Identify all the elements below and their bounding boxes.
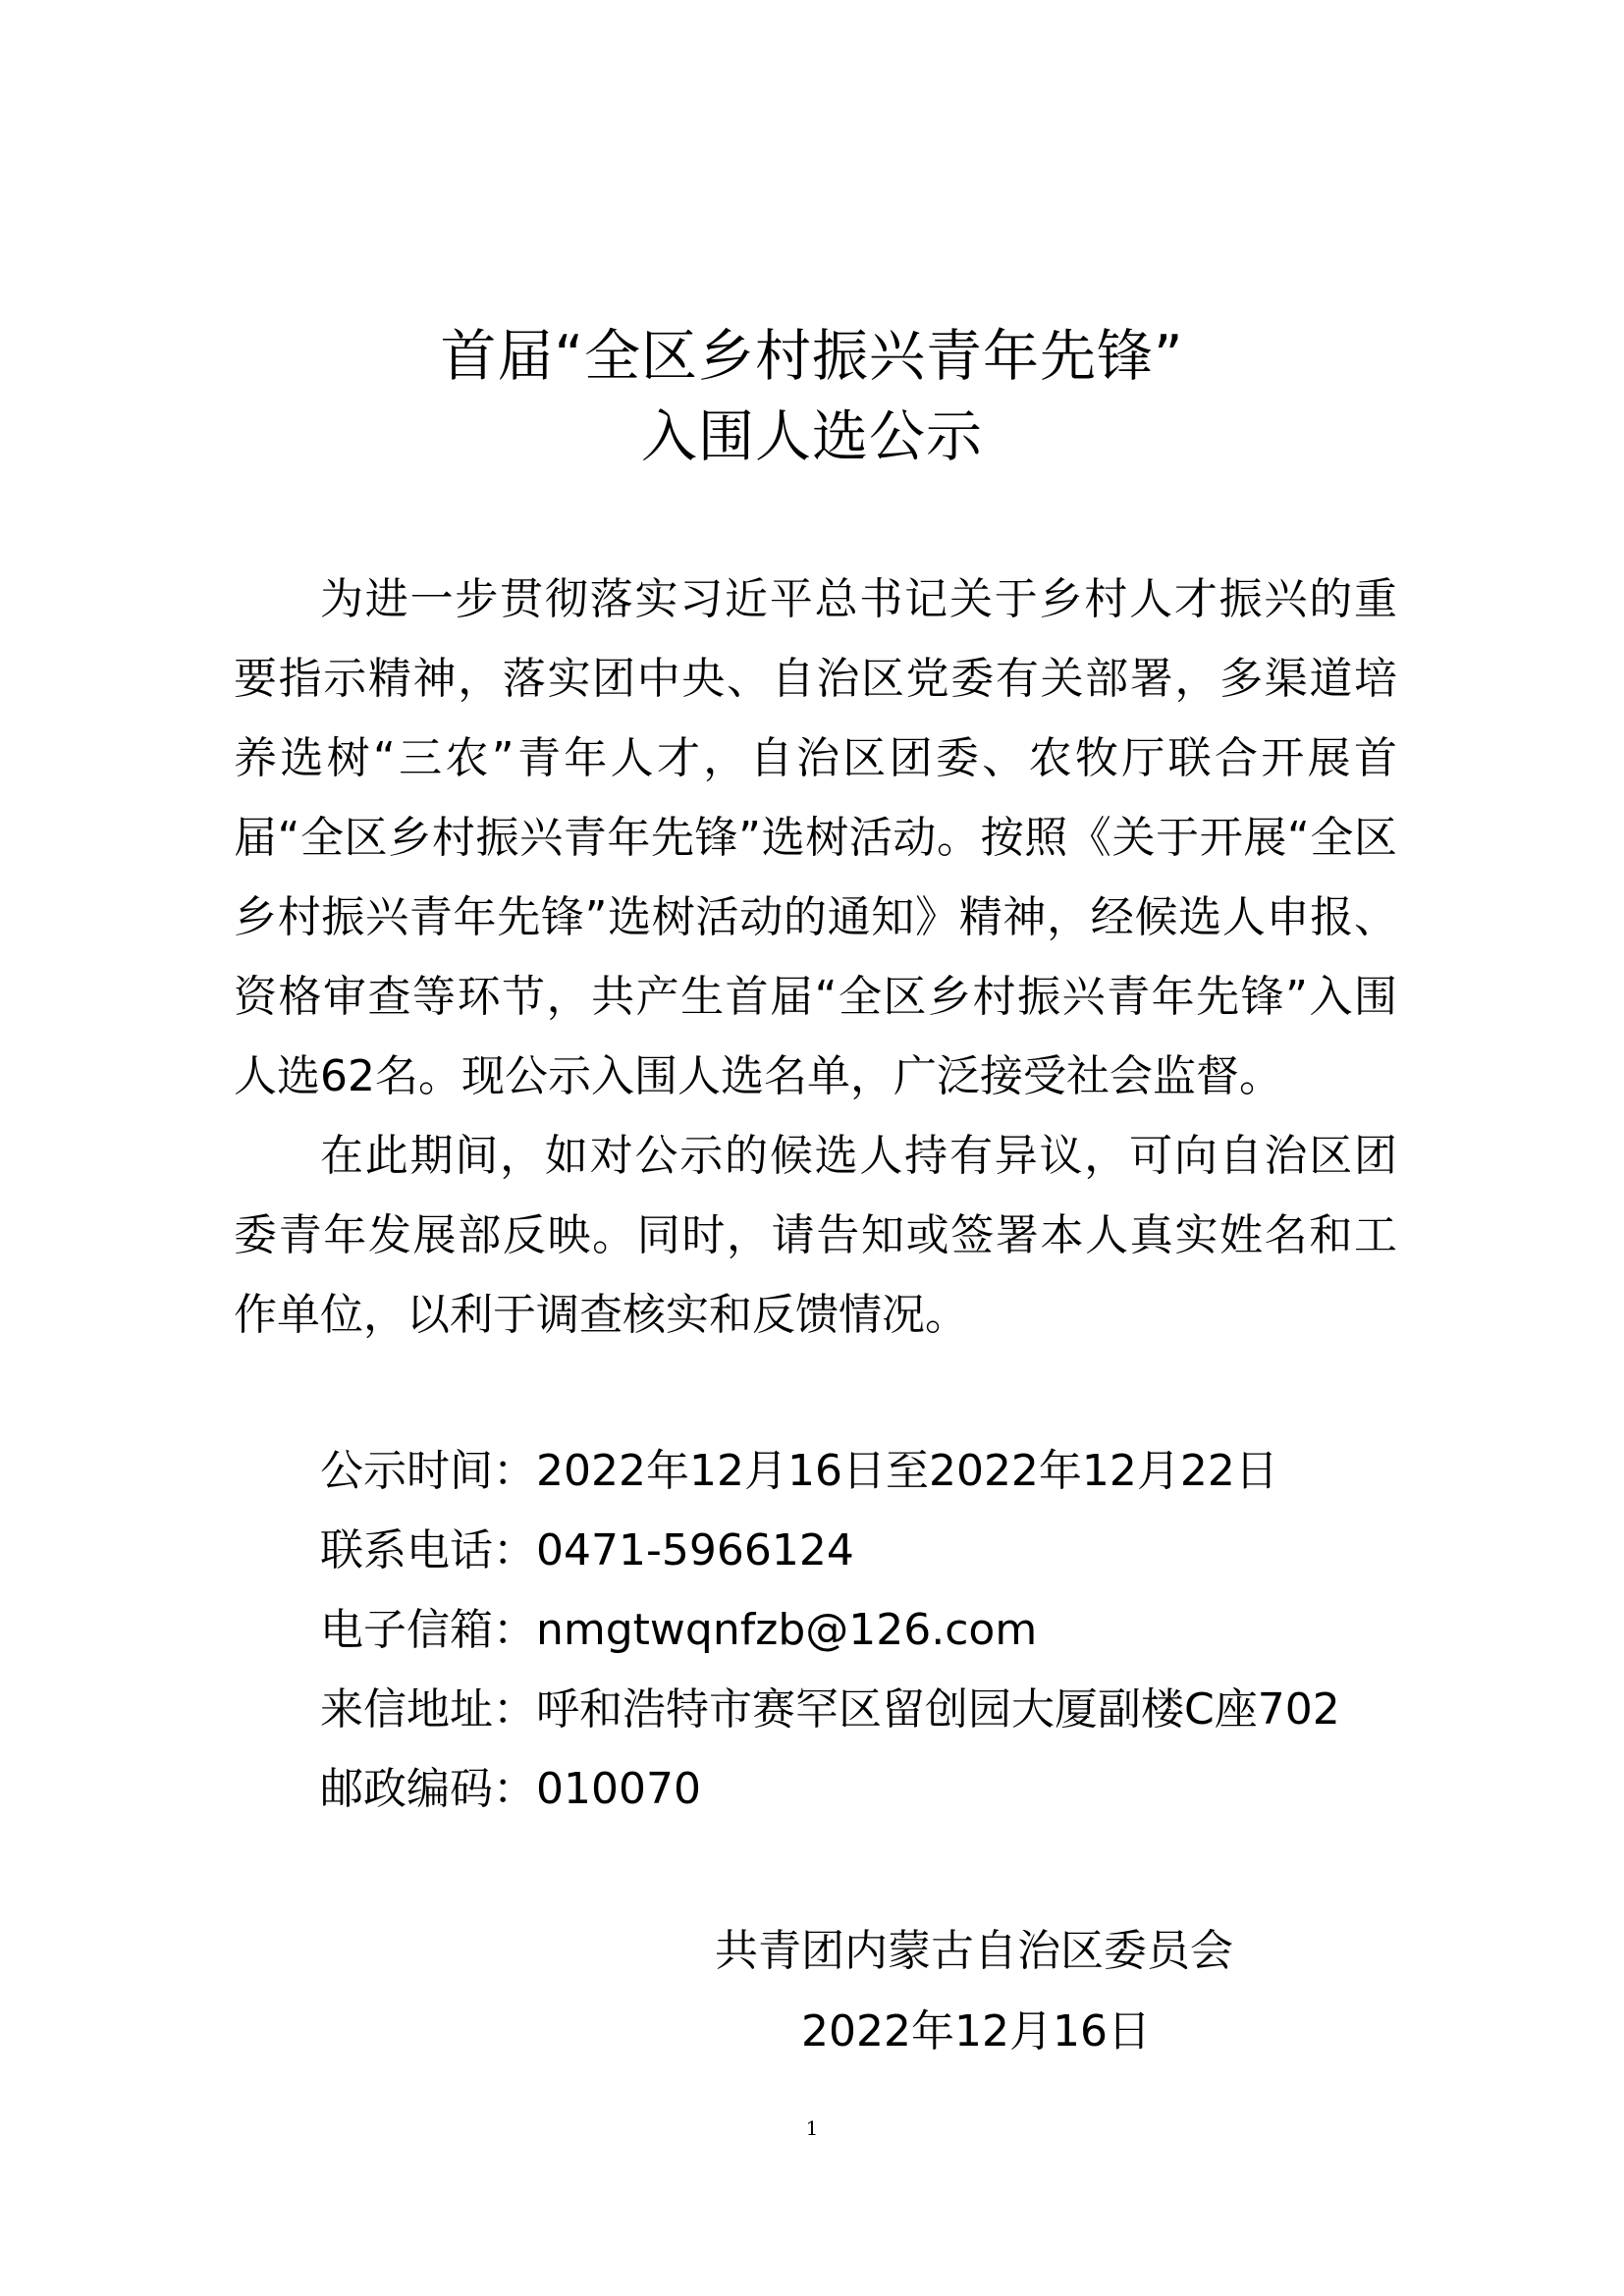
document-title-line-1: 首届“全区乡村振兴青年先锋” xyxy=(440,324,1184,389)
info-value: nmgtwqnfzb@126.com xyxy=(536,1605,1038,1655)
page-number: 1 xyxy=(805,2116,819,2140)
info-label: 邮政编码： xyxy=(320,1764,536,1814)
document-title-line-2: 入围人选公示 xyxy=(641,404,983,469)
info-value: 010070 xyxy=(536,1764,701,1814)
info-row-phone xyxy=(320,1511,1449,1590)
info-value: 呼和浩特市赛罕区留创园大厦副楼C座702 xyxy=(536,1684,1340,1735)
body-paragraph-announcement: 为进一步贯彻落实习近平总书记关于乡村人才振兴的重要指示精神，落实团中央、自治区党委有关部署，多渠道培养选树“三农”青年人才，自治区团委、农牧厅联合开展首届“全区乡村振兴青年先锋”选树活动。按照《关于开展“全区乡村振兴青年先锋”选树活动的通知》精神，经候选人申报、资格审查等环节，共产生首届“全区乡村振兴青年先锋”入围人选62名。现公示入围人选名单，广泛接受社会监督。 xyxy=(234,574,1397,1101)
info-label: 联系电话： xyxy=(320,1525,536,1575)
info-label: 来信地址： xyxy=(320,1684,536,1735)
contact-info-list xyxy=(320,1431,1449,1829)
info-row-address xyxy=(320,1670,1449,1749)
info-value: 0471-5966124 xyxy=(536,1525,854,1575)
signature-organization: 共青团内蒙古自治区委员会 xyxy=(715,1926,1233,1976)
info-row-email xyxy=(320,1590,1449,1670)
info-row-publicity-period xyxy=(320,1431,1449,1511)
info-label: 电子信箱： xyxy=(320,1605,536,1655)
info-value: 2022年12月16日至2022年12月22日 xyxy=(536,1446,1278,1496)
signature-date: 2022年12月16日 xyxy=(801,2006,1151,2056)
info-row-postcode xyxy=(320,1749,1449,1829)
info-label: 公示时间： xyxy=(320,1446,536,1496)
body-paragraph-objection: 在此期间，如对公示的候选人持有异议，可向自治区团委青年发展部反映。同时，请告知或签署本人真实姓名和工作单位，以利于调查核实和反馈情况。 xyxy=(234,1131,1397,1340)
